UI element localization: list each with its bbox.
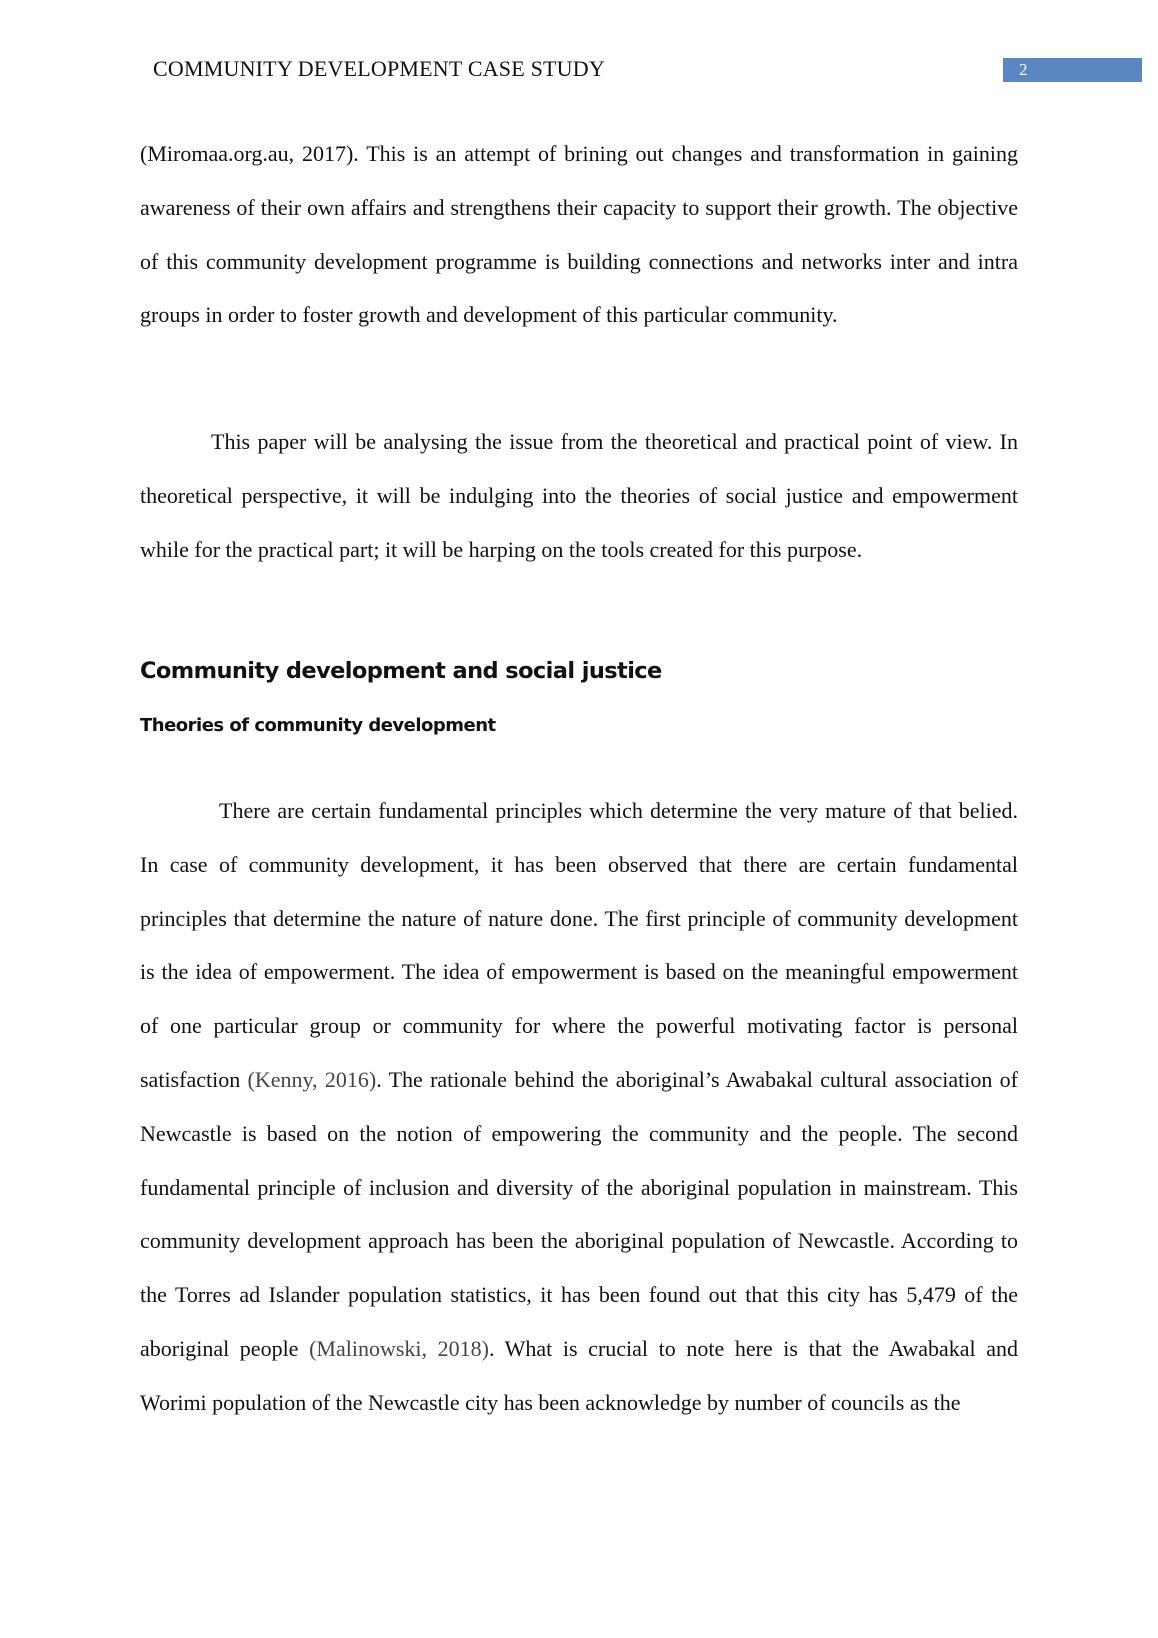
paragraph-theories-text-1: There are certain fundamental principles which determine the very mature of that belied. In case of community development, it has been observed that there are certain fundamental principles that determine the nature of nature done. The first principle of community development is the idea of empowerment. The idea of empowerment is based on the meaningful empowerment of one particular group or community for where the powerful motivating factor is personal satisfaction [140,798,1018,1092]
running-header-title: COMMUNITY DEVELOPMENT CASE STUDY [153,56,605,81]
section-heading: Community development and social justice [140,658,662,684]
paragraph-continuation: (Miromaa.org.au, 2017). This is an attempt of brining out changes and transformation in gaining awareness of their own affairs and strengthens their capacity to support their growth. The objective of this community development programme is building connections and networks inter and intra groups in order to foster growth and development of this particular community. [140,141,1018,328]
subsection-heading: Theories of community development [140,715,496,736]
citation-kenny: (Kenny, 2016) [247,1066,377,1092]
citation-malinowski: (Malinowski, 2018) [309,1335,489,1361]
page-number-badge: 2 [1003,58,1142,82]
paragraph-theories-text-3: . What is crucial to note here is that the Awabakal and Worimi population of the Newcastle city has been acknowledge by number of councils as the [140,1335,1018,1415]
paragraph-theories [140,784,1018,1430]
paragraph-theories-text-2: . The rationale behind the aboriginal’s Awabakal cultural association of Newcastle is based on the notion of empowering the community and the people. The second fundamental principle of inclusion and diversity of the aboriginal population in mainstream. This community development approach has been the aboriginal population of Newcastle. According to the Torres ad Islander population statistics, it has been found out that this city has 5,479 of the aboriginal people [140,1066,1018,1361]
paragraph-paper-overview: This paper will be analysing the issue from the theoretical and practical point of view. In theoretical perspective, it will be indulging into the theories of social justice and empowerment while for the practical part; it will be harping on the tools created for this purpose. [140,429,1018,562]
